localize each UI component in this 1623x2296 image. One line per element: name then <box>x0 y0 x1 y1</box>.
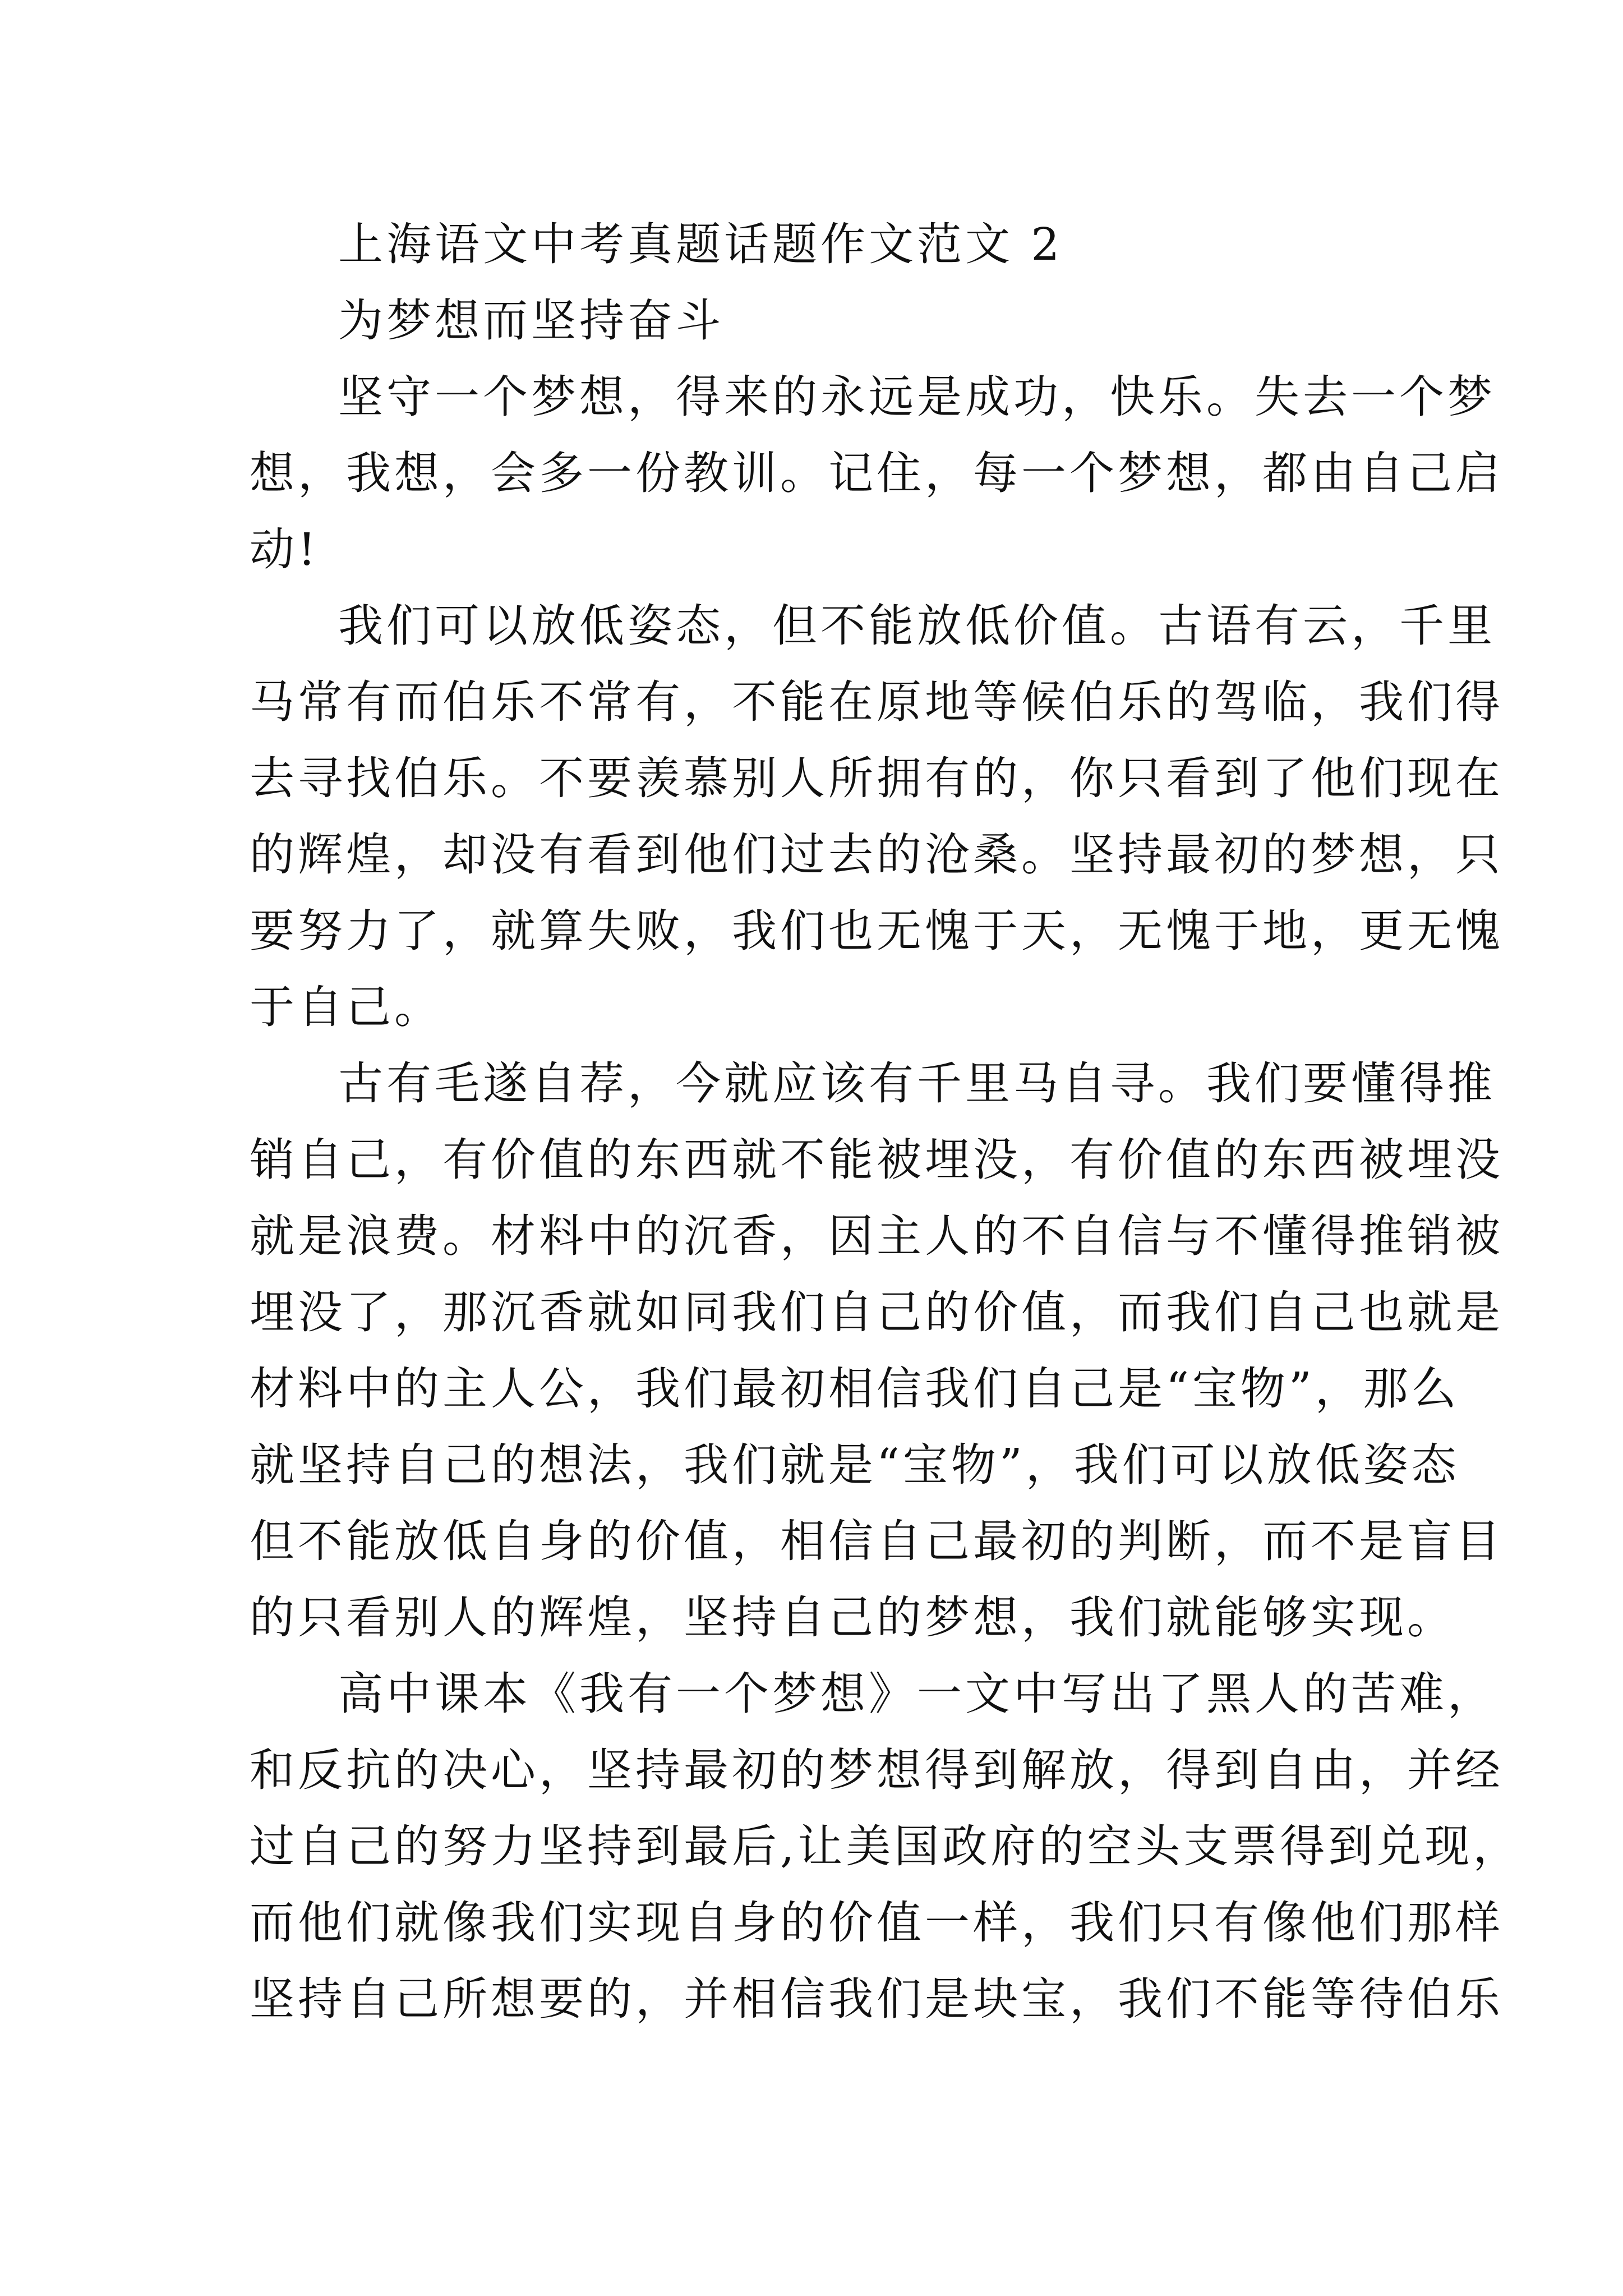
paragraph-line: 就坚持自己的想法，我们就是“宝物”，我们可以放低姿态 <box>250 1439 1460 1491</box>
paragraph-line: 高中课本《我有一个梦想》一文中写出了黑人的苦难， <box>338 1668 1496 1720</box>
paragraph-line: 就是浪费。材料中的沉香，因主人的不自信与不懂得推销被 <box>250 1210 1504 1262</box>
paragraph-line: 而他们就像我们实现自身的价值一样，我们只有像他们那样 <box>250 1897 1504 1949</box>
paragraph-line: 于自己。 <box>250 981 442 1033</box>
paragraph-line: 去寻找伯乐。不要羡慕别人所拥有的，你只看到了他们现在 <box>250 752 1504 804</box>
essay-title: 为梦想而坚持奋斗 <box>338 295 724 347</box>
paragraph-line: 的辉煌，却没有看到他们过去的沧桑。坚持最初的梦想，只 <box>250 829 1504 881</box>
paragraph-line: 但不能放低自身的价值，相信自己最初的判断，而不是盲目 <box>250 1515 1504 1567</box>
paragraph-line: 埋没了，那沉香就如同我们自己的价值，而我们自己也就是 <box>250 1286 1504 1338</box>
paragraph-line: 的只看别人的辉煌，坚持自己的梦想，我们就能够实现。 <box>250 1591 1455 1644</box>
paragraph-1 <box>250 359 1504 588</box>
paragraph-line: 古有毛遂自荐，今就应该有千里马自寻。我们要懂得推 <box>338 1057 1496 1110</box>
paragraph-line: 材料中的主人公，我们最初相信我们自己是“宝物”，那么 <box>250 1363 1460 1415</box>
paragraph-line: 过自己的努力坚持到最后,让美国政府的空头支票得到兑现， <box>250 1820 1521 1872</box>
paragraph-line: 坚持自己所想要的，并相信我们是块宝，我们不能等待伯乐 <box>250 1973 1504 2025</box>
paragraph-line: 要努力了，就算失败，我们也无愧于天，无愧于地，更无愧 <box>250 905 1504 957</box>
document-body <box>250 206 1521 2037</box>
paragraph-line: 销自己，有价值的东西就不能被埋没，有价值的东西被埋没 <box>250 1134 1504 1186</box>
document-heading: 上海语文中考真题话题作文范文 2 <box>338 218 1063 270</box>
paragraph-line: 坚守一个梦想，得来的永远是成功，快乐。失去一个梦 <box>338 371 1496 423</box>
paragraph-line: 马常有而伯乐不常有，不能在原地等候伯乐的驾临，我们得 <box>250 676 1504 728</box>
paragraph-4 <box>250 1656 1521 2037</box>
paragraph-line: 想，我想，会多一份教训。记住，每一个梦想，都由自己启 <box>250 447 1504 499</box>
paragraph-line: 动! <box>250 523 320 576</box>
paragraph-line: 和反抗的决心，坚持最初的梦想得到解放，得到自由，并经 <box>250 1744 1504 1796</box>
paragraph-3 <box>250 1046 1504 1656</box>
paragraph-line: 我们可以放低姿态，但不能放低价值。古语有云，千里 <box>338 600 1496 652</box>
paragraph-2 <box>250 588 1504 1046</box>
